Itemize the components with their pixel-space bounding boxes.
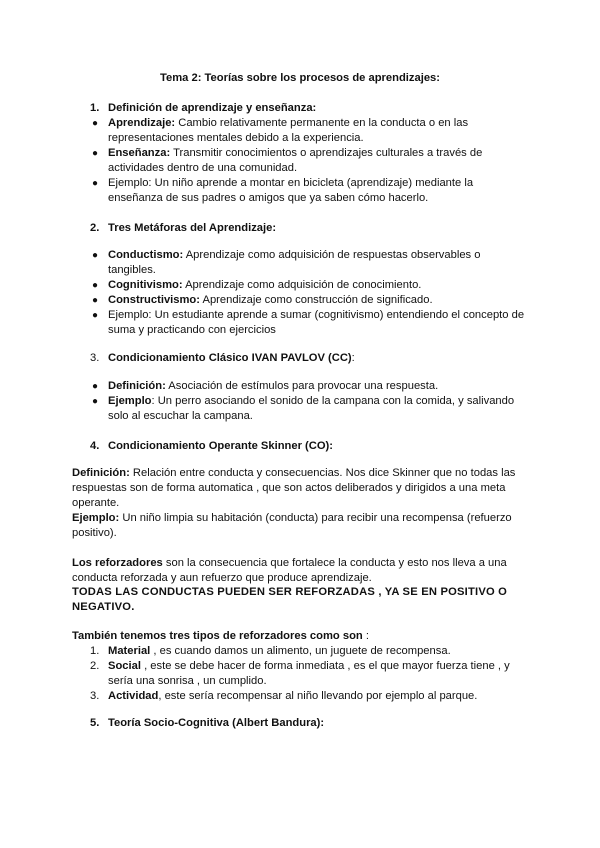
- tipos-heading-tail: :: [362, 630, 369, 642]
- section-3-number: 3.: [90, 352, 100, 364]
- definition: Ejemplo: Un niño aprende a montar en bicicleta (aprendizaje) mediante la enseñanza de sus padres o amigos que ya saben cómo hacerlo.: [108, 177, 474, 204]
- definition: Aprendizaje como adquisición de respuestas observables o tangibles.: [108, 249, 481, 276]
- list-item: [90, 308, 530, 338]
- reforzadores-paragraph: [72, 556, 532, 586]
- bullet-icon: ●: [92, 381, 99, 392]
- section-3-title: Condicionamiento Clásico IVAN PAVLOV (CC): [108, 352, 352, 364]
- bullet-icon: ●: [92, 148, 99, 159]
- definition: , es cuando damos un alimento, un juguete de recompensa.: [150, 645, 451, 657]
- bullet-icon: ●: [92, 396, 99, 407]
- tipos-heading: [72, 629, 532, 644]
- caps-note: TODAS LAS CONDUCTAS PUEDEN SER REFORZADAS , YA SE EN POSITIVO O NEGATIVO.: [72, 586, 508, 613]
- item-number: 2.: [90, 660, 100, 672]
- definition: Aprendizaje como adquisición de conocimiento.: [182, 279, 422, 291]
- section-1-list: [90, 116, 530, 206]
- section-2-heading: [90, 221, 276, 236]
- bullet-icon: ●: [92, 250, 99, 261]
- item-number: 3.: [90, 690, 100, 702]
- ejemplo-paragraph: [72, 511, 532, 541]
- section-2-number: 2.: [90, 222, 100, 234]
- definition: Ejemplo: Un estudiante aprende a sumar (cognitivismo) entendiendo el concepto de suma y practicando con ejercicios: [108, 309, 525, 336]
- definition: Cambio relativamente permanente en la conducta o en las representaciones mentales debido a la experiencia.: [108, 117, 469, 144]
- term: Actividad: [108, 690, 159, 702]
- section-5-heading: [90, 716, 324, 731]
- list-item: [90, 278, 530, 293]
- section-4-title: Condicionamiento Operante Skinner (CO):: [108, 440, 334, 452]
- item-number: 1.: [90, 645, 100, 657]
- list-item: [90, 293, 530, 308]
- list-item: [90, 659, 530, 689]
- definition: Aprendizaje como construcción de significado.: [200, 294, 433, 306]
- section-3-heading: [90, 351, 355, 366]
- term: Material: [108, 645, 151, 657]
- definition: , este sería recompensar al niño llevando por ejemplo al parque.: [158, 690, 478, 702]
- list-item: [90, 644, 530, 659]
- bullet-icon: ●: [92, 178, 99, 189]
- definition: : Un perro asociando el sonido de la campana con la comida, y salivando solo al escuchar la campana.: [108, 395, 515, 422]
- bullet-icon: ●: [92, 295, 99, 306]
- term: Definición:: [108, 380, 166, 392]
- tipos-heading-text: También tenemos tres tipos de reforzadores como son: [72, 630, 363, 642]
- list-item: [90, 379, 530, 394]
- term: Conductismo:: [108, 249, 184, 261]
- definition: Transmitir conocimientos o aprendizajes culturales a través de actividades dentro de una comunidad.: [108, 147, 483, 174]
- term: Ejemplo:: [72, 512, 120, 524]
- section-5-number: 5.: [90, 717, 100, 729]
- bullet-icon: ●: [92, 280, 99, 291]
- list-item: [90, 116, 530, 146]
- definition: Relación entre conducta y consecuencias. Nos dice Skinner que no todas las respuestas son de forma automatica , que son actos deliberados y dirigidos a una meta operante.: [72, 467, 516, 509]
- term: Definición:: [72, 467, 130, 479]
- definition: Asociación de estímulos para provocar una respuesta.: [165, 380, 439, 392]
- definicion-paragraph: [72, 466, 532, 511]
- term: Ejemplo: [108, 395, 152, 407]
- section-3-colon: :: [351, 352, 355, 364]
- bullet-icon: ●: [92, 310, 99, 321]
- section-1-heading: [90, 101, 316, 116]
- section-5-title: Teoría Socio-Cognitiva (Albert Bandura):: [108, 717, 325, 729]
- list-item: [90, 248, 530, 278]
- list-item: [90, 689, 530, 704]
- section-1-title: Definición de aprendizaje y enseñanza:: [108, 102, 317, 114]
- section-4-heading: [90, 439, 333, 454]
- term: Social: [108, 660, 141, 672]
- section-3-list: [90, 379, 530, 424]
- term: Constructivismo:: [108, 294, 200, 306]
- definition: , este se debe hacer de forma inmediata , es el que mayor fuerza tiene , y sería una sonrisa , un cumplido.: [108, 660, 510, 687]
- section-4-number: 4.: [90, 440, 100, 452]
- bullet-icon: ●: [92, 118, 99, 129]
- document-title: Tema 2: Teorías sobre los procesos de aprendizajes:: [160, 72, 440, 84]
- term: Cognitivismo:: [108, 279, 183, 291]
- list-item: [90, 146, 530, 176]
- definition: Un niño limpia su habitación (conducta) para recibir una recompensa (refuerzo positivo).: [72, 512, 512, 539]
- term: Los reforzadores: [72, 557, 163, 569]
- term: Enseñanza:: [108, 147, 171, 159]
- list-item: [90, 394, 530, 424]
- tipos-list: [90, 644, 530, 704]
- section-2-list: [90, 248, 530, 338]
- section-1-number: 1.: [90, 102, 100, 114]
- list-item: [90, 176, 530, 206]
- term: Aprendizaje:: [108, 117, 176, 129]
- section-2-title: Tres Metáforas del Aprendizaje:: [108, 222, 277, 234]
- definition: son la consecuencia que fortalece la conducta y esto nos lleva a una conducta reforzada y aun refuerzo que produce aprendizaje.: [72, 557, 507, 584]
